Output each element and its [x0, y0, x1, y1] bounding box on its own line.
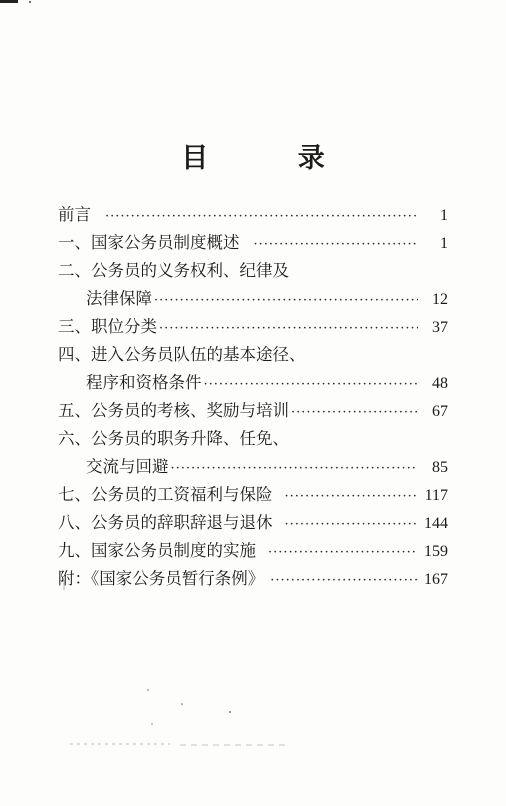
toc-entry-label: 五、公务员的考核、奖励与培训 [58, 401, 289, 420]
toc-entry-preface[interactable] [58, 204, 448, 226]
toc-page-number: 37 [432, 319, 448, 336]
toc-page-number: 144 [424, 515, 448, 532]
toc-entry-label: 法律保障 [86, 289, 152, 308]
dot-leader [256, 542, 418, 564]
toc-page-number: 1 [440, 235, 448, 252]
toc-entry-chapter-7[interactable] [58, 484, 448, 506]
dot-leader [264, 570, 418, 592]
toc-entry-chapter-3[interactable] [58, 316, 448, 338]
toc-page-number: 48 [432, 375, 448, 392]
toc-entry-chapter-8[interactable] [58, 512, 448, 534]
toc-entry-label: 四、进入公务员队伍的基本途径、 [58, 345, 306, 364]
toc-entry-label: 附：《国家公务员暂行条例》 [58, 569, 265, 588]
toc-entry-label: 九、国家公务员制度的实施 [58, 541, 256, 560]
dot-leader [202, 374, 419, 396]
toc-entry-label: 二、公务员的义务权利、纪律及 [58, 261, 289, 280]
toc-page-number: 85 [432, 459, 448, 476]
toc-entry-chapter-6[interactable] [58, 428, 448, 450]
toc-entry-label: 六、公务员的职务升降、任免、 [58, 429, 289, 448]
toc-page-number: 12 [432, 291, 448, 308]
dot-leader [152, 290, 418, 312]
toc-page-number: 159 [424, 543, 448, 560]
toc-entry-label: 七、公务员的工资福利与保险 [58, 485, 273, 504]
toc-page-number: 117 [424, 487, 448, 504]
toc-entry-chapter-2-cont[interactable] [58, 288, 448, 310]
toc-entry-chapter-4[interactable] [58, 344, 448, 366]
scan-corner-mark [0, 0, 40, 10]
toc-page-number: 67 [432, 403, 448, 420]
dot-leader [273, 486, 419, 508]
toc-entry-label: 三、职位分类 [58, 317, 157, 336]
toc-entry-label: 八、公务员的辞职辞退与退休 [58, 513, 273, 532]
toc-page-number: 167 [424, 571, 448, 588]
dot-leader [240, 234, 419, 256]
toc-entry-label: 前言 [58, 205, 91, 224]
toc-entry-appendix[interactable] [58, 568, 448, 590]
toc-entry-label: 一、国家公务员制度概述 [58, 233, 240, 252]
toc-entry-label: 交流与回避 [86, 457, 169, 476]
dot-leader [157, 318, 418, 340]
dot-leader [289, 402, 418, 424]
toc-entry-chapter-4-cont[interactable] [58, 372, 448, 394]
toc-page-number: 1 [440, 207, 448, 224]
page-title: 目 录 [181, 143, 365, 174]
toc-entry-chapter-9[interactable] [58, 540, 448, 562]
dot-leader [91, 206, 418, 228]
dot-leader [169, 458, 419, 480]
toc-entry-chapter-1[interactable] [58, 232, 448, 254]
toc-entry-label: 程序和资格条件 [86, 373, 202, 392]
toc-entry-chapter-6-cont[interactable] [58, 456, 448, 478]
toc-entry-chapter-5[interactable] [58, 400, 448, 422]
dot-leader [273, 514, 419, 536]
toc-entry-chapter-2[interactable] [58, 260, 448, 282]
